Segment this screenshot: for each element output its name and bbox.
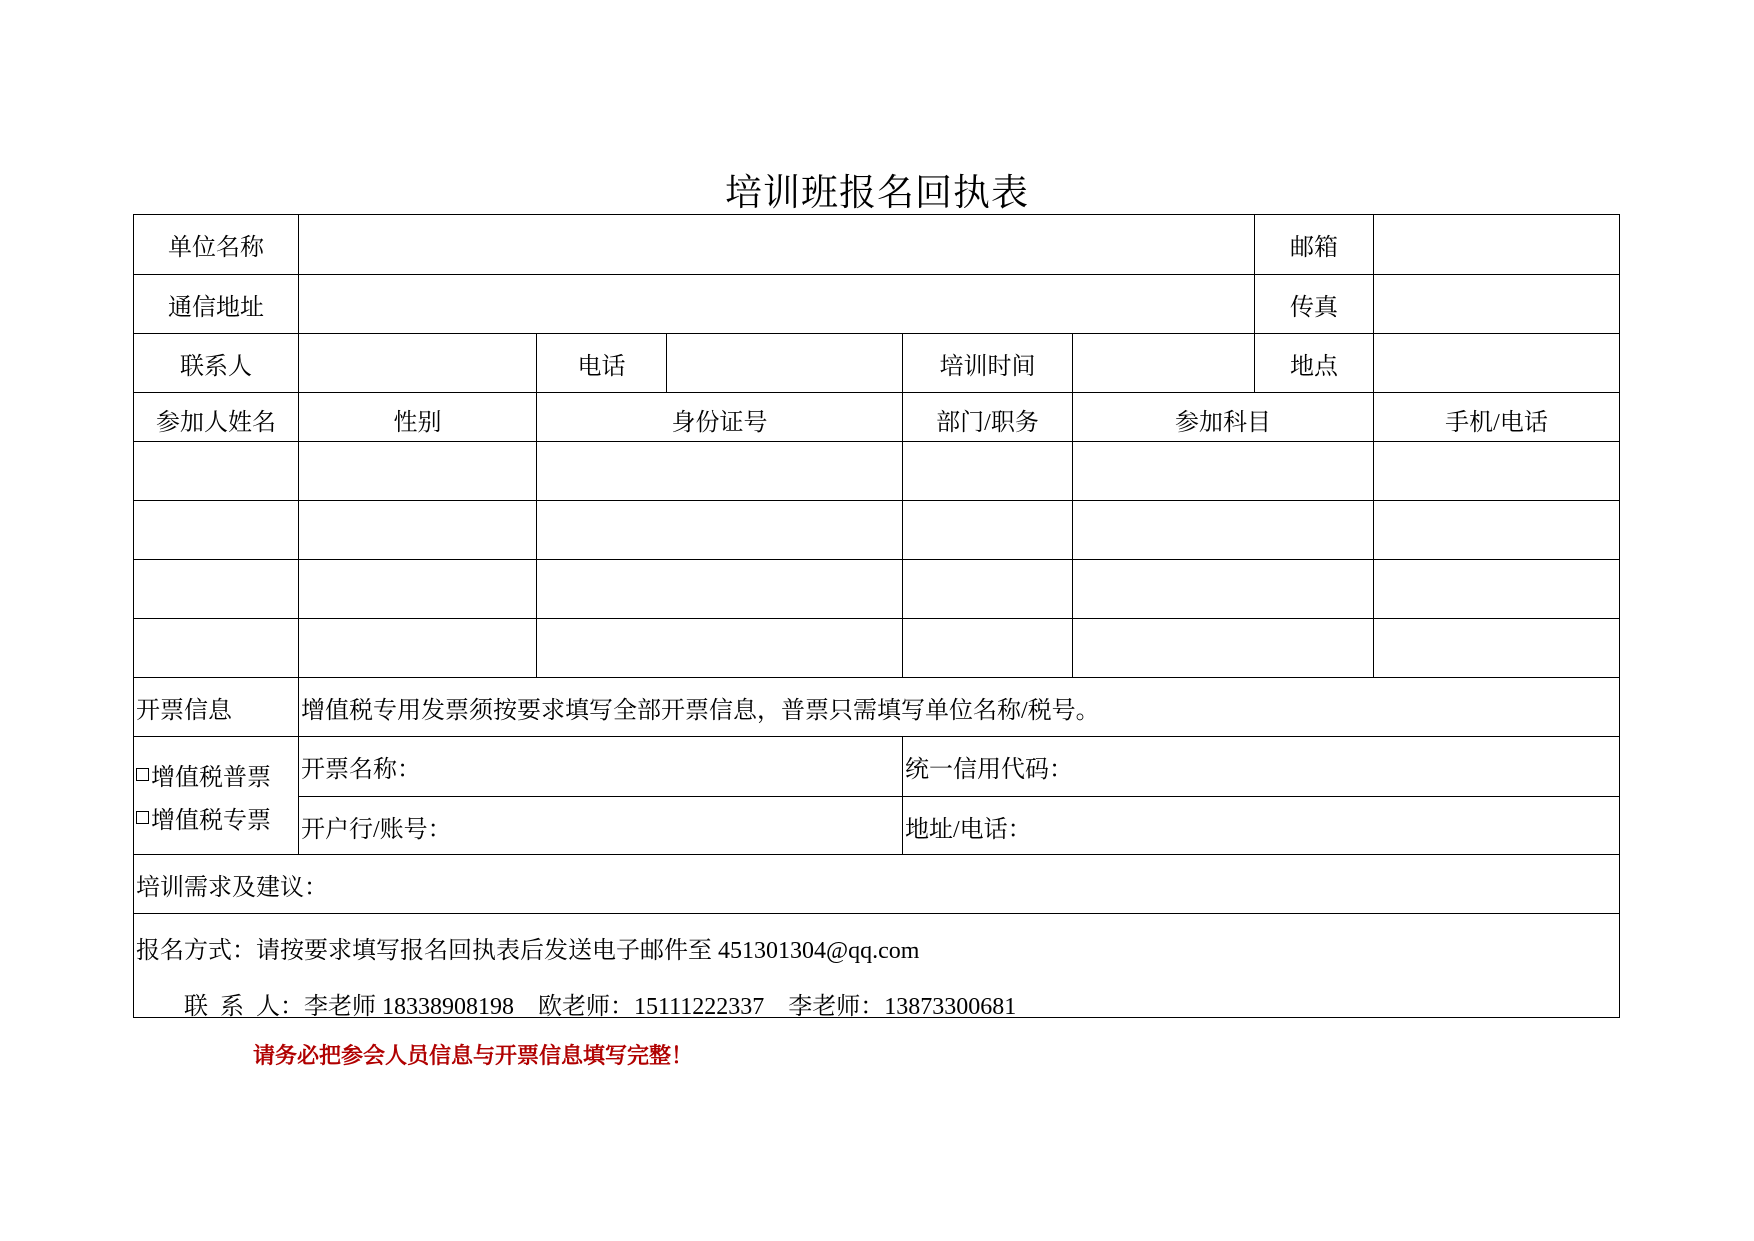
- completion-notice: 请务必把参会人员信息与开票信息填写完整！: [253, 1044, 694, 1069]
- participant-id-field[interactable]: [536, 619, 902, 677]
- participant-id-field[interactable]: [536, 501, 902, 559]
- participant-mobile-field[interactable]: [1373, 501, 1619, 559]
- participant-mobile-field[interactable]: [1373, 442, 1619, 500]
- participant-subject-field[interactable]: [1072, 619, 1373, 677]
- option-general-label: 增值税普票: [151, 764, 271, 791]
- option-special-label: 增值税专票: [151, 807, 271, 834]
- checkbox-icon[interactable]: [136, 811, 149, 824]
- checkbox-icon[interactable]: [136, 768, 149, 781]
- invoice-type-options: [134, 737, 298, 854]
- participant-gender-field[interactable]: [298, 442, 536, 500]
- fax-label: 传真: [1254, 275, 1373, 333]
- participant-mobile-field[interactable]: [1373, 560, 1619, 618]
- participant-name-field[interactable]: [134, 560, 298, 618]
- location-label: 地点: [1254, 334, 1373, 392]
- header-gender: 性别: [298, 393, 536, 441]
- unit-name-label: 单位名称: [168, 235, 264, 261]
- participant-row: [134, 559, 1619, 618]
- form-title: 培训班报名回执表: [725, 173, 1029, 214]
- address-field[interactable]: [298, 275, 1254, 333]
- participant-gender-field[interactable]: [298, 501, 536, 559]
- phone-field[interactable]: [666, 334, 902, 392]
- participant-id-field[interactable]: [536, 442, 902, 500]
- phone-label: 电话: [536, 334, 666, 392]
- option-general-invoice[interactable]: [134, 757, 271, 792]
- participant-name-field[interactable]: [134, 619, 298, 677]
- header-department: 部门/职务: [902, 393, 1072, 441]
- credit-code-field[interactable]: 统一信用代码：: [902, 737, 1619, 796]
- header-subject: 参加科目: [1072, 393, 1373, 441]
- row-unit-name: [134, 215, 1619, 274]
- suggestions-field[interactable]: 培训需求及建议：: [136, 874, 328, 901]
- training-time-label: 培训时间: [902, 334, 1072, 392]
- location-field[interactable]: [1373, 334, 1619, 392]
- fax-field[interactable]: [1373, 275, 1619, 333]
- email-label: 邮箱: [1254, 215, 1373, 274]
- address-phone-field[interactable]: 地址/电话：: [902, 796, 1619, 855]
- invoice-info-row: [134, 677, 1619, 736]
- bank-account-field[interactable]: 开户行/账号：: [298, 796, 902, 855]
- row-contact: [134, 333, 1619, 392]
- invoice-instruction: 增值税专用发票须按要求填写全部开票信息，普票只需填写单位名称/税号。: [298, 678, 1619, 736]
- participant-mobile-field[interactable]: [1373, 619, 1619, 677]
- participant-subject-field[interactable]: [1072, 442, 1373, 500]
- participant-subject-field[interactable]: [1072, 560, 1373, 618]
- participant-name-field[interactable]: [134, 442, 298, 500]
- signup-contacts: 联 系 人：李老师 18338908198 欧老师：15111222337 李老师：13873300681: [184, 994, 1017, 1020]
- participant-department-field[interactable]: [902, 560, 1072, 618]
- participant-row: [134, 441, 1619, 500]
- row-address: [134, 274, 1619, 333]
- participant-row: [134, 500, 1619, 559]
- training-time-field[interactable]: [1072, 334, 1254, 392]
- participant-gender-field[interactable]: [298, 560, 536, 618]
- header-name: 参加人姓名: [156, 410, 276, 436]
- signup-method: 报名方式：请按要求填写报名回执表后发送电子邮件至 451301304@qq.com: [136, 938, 920, 964]
- participant-name-field[interactable]: [134, 501, 298, 559]
- participant-department-field[interactable]: [902, 501, 1072, 559]
- participant-department-field[interactable]: [902, 619, 1072, 677]
- registration-form: [133, 214, 1620, 1018]
- invoice-detail-block: [134, 736, 1619, 854]
- header-mobile: 手机/电话: [1373, 393, 1619, 441]
- contact-field[interactable]: [298, 334, 536, 392]
- header-id-number: 身份证号: [536, 393, 902, 441]
- email-field[interactable]: [1373, 215, 1619, 274]
- option-special-invoice[interactable]: [134, 800, 271, 835]
- unit-name-field[interactable]: [298, 215, 1254, 274]
- participant-subject-field[interactable]: [1072, 501, 1373, 559]
- participant-row: [134, 618, 1619, 677]
- participant-id-field[interactable]: [536, 560, 902, 618]
- contact-label: 联系人: [180, 353, 252, 380]
- signup-row: [134, 913, 1619, 1019]
- participants-header-row: [134, 392, 1619, 441]
- suggestions-row: [134, 854, 1619, 913]
- participant-department-field[interactable]: [902, 442, 1072, 500]
- participant-gender-field[interactable]: [298, 619, 536, 677]
- invoice-name-field[interactable]: 开票名称：: [298, 737, 902, 796]
- address-label: 通信地址: [168, 294, 264, 321]
- invoice-info-label: 开票信息: [136, 697, 232, 724]
